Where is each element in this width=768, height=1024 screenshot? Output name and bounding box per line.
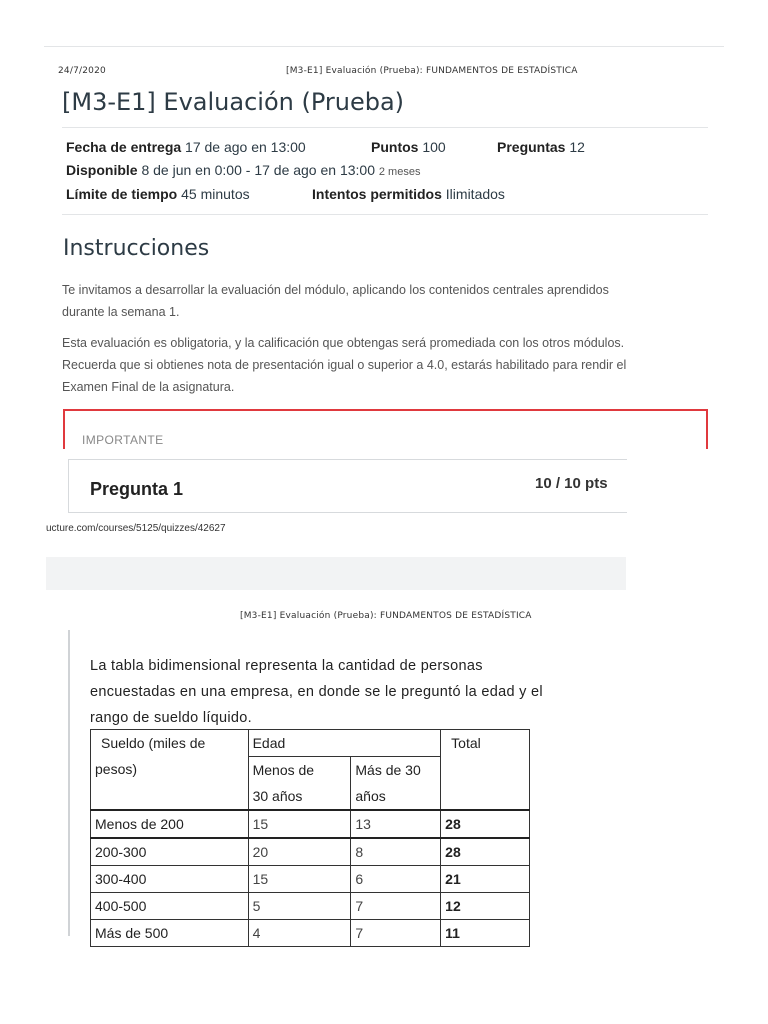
available-label: Disponible: [66, 162, 138, 178]
question-text-line2: encuestadas en una empresa, en donde se le preguntó la edad y el: [90, 684, 543, 700]
salary-age-table: [90, 729, 530, 947]
instructions-heading: Instrucciones: [63, 236, 210, 261]
header-salary-line1: Sueldo (miles de: [101, 735, 206, 751]
table-row: [91, 920, 530, 947]
instructions-p1-line2: durante la semana 1.: [62, 305, 180, 319]
cell-total: 21: [441, 866, 530, 893]
cell-over-30: 7: [351, 893, 441, 920]
cell-under-30: 20: [248, 838, 351, 866]
points-label: Puntos: [371, 139, 419, 155]
availability: [66, 162, 420, 178]
time-limit-value: 45 minutos: [181, 186, 250, 202]
meta-divider: [62, 214, 708, 215]
attempts-label: Intentos permitidos: [312, 186, 442, 202]
row-label: 200-300: [91, 838, 249, 866]
cell-under-30: 15: [248, 866, 351, 893]
due-date: [66, 139, 306, 155]
cell-under-30: 4: [248, 920, 351, 947]
due-label: Fecha de entrega: [66, 139, 182, 155]
cell-over-30: 13: [351, 810, 441, 838]
print-date: 24/7/2020: [58, 66, 106, 76]
quiz-title: [M3-E1] Evaluación (Prueba): [62, 88, 405, 116]
questions-value: 12: [569, 139, 585, 155]
cell-under-30: 15: [248, 810, 351, 838]
print-header-title-2: [M3-E1] Evaluación (Prueba): FUNDAMENTOS DE ESTADÍSTICA: [240, 611, 532, 621]
row-label: 300-400: [91, 866, 249, 893]
available-value: 8 de jun en 0:00 - 17 de ago en 13:00: [141, 162, 375, 178]
top-divider: [44, 46, 724, 47]
header-salary-line2: pesos): [95, 761, 138, 777]
title-divider: [62, 127, 708, 128]
instructions-p1-line1: Te invitamos a desarrollar la evaluación del módulo, aplicando los contenidos centrales aprendidos: [62, 283, 609, 297]
header-over-30: [351, 757, 441, 811]
header-salary: [91, 730, 249, 811]
print-header-title: [M3-E1] Evaluación (Prueba): FUNDAMENTOS DE ESTADÍSTICA: [286, 66, 578, 76]
points-value: 100: [422, 139, 446, 155]
instructions-p2-line3: Examen Final de la asignatura.: [62, 380, 235, 394]
cell-over-30: 8: [351, 838, 441, 866]
time-limit: [66, 186, 250, 202]
page-break-band: [46, 557, 626, 590]
points: [371, 139, 446, 155]
cell-total: 28: [441, 810, 530, 838]
table-row: [91, 866, 530, 893]
header-under-30-line1: Menos de: [252, 762, 315, 778]
table-header-row: [91, 730, 530, 757]
page-url: ucture.com/courses/5125/quizzes/42627: [46, 523, 226, 534]
row-label: Menos de 200: [91, 810, 249, 838]
table-row: [91, 810, 530, 838]
attempts-value: Ilimitados: [445, 186, 505, 202]
instructions-p2-line2: Recuerda que si obtienes nota de presentación igual o superior a 4.0, estarás habilitado para rendir el: [62, 358, 627, 372]
question-body-border: [68, 630, 70, 936]
cell-over-30: 6: [351, 866, 441, 893]
question-1-points: 10 / 10 pts: [535, 475, 608, 492]
cell-total: 11: [441, 920, 530, 947]
header-age: Edad: [248, 730, 441, 757]
question-text-line3: rango de sueldo líquido.: [90, 710, 252, 726]
question-text-line1: La tabla bidimensional representa la cantidad de personas: [90, 658, 483, 674]
row-label: Más de 500: [91, 920, 249, 947]
questions-label: Preguntas: [497, 139, 566, 155]
table-row: [91, 838, 530, 866]
instructions-p2-line1: Esta evaluación es obligatoria, y la calificación que obtengas será promediada con los otros módulos.: [62, 336, 625, 350]
attempts: [312, 186, 505, 202]
cell-total: 12: [441, 893, 530, 920]
cell-under-30: 5: [248, 893, 351, 920]
header-under-30-line2: 30 años: [252, 788, 303, 804]
time-limit-label: Límite de tiempo: [66, 186, 178, 202]
available-duration: 2 meses: [378, 166, 421, 178]
cell-over-30: 7: [351, 920, 441, 947]
questions: [497, 139, 585, 155]
header-total: Total: [441, 730, 530, 811]
table-row: [91, 893, 530, 920]
row-label: 400-500: [91, 893, 249, 920]
important-label: IMPORTANTE: [82, 433, 164, 447]
header-over-30-line2: años: [355, 788, 386, 804]
due-value: 17 de ago en 13:00: [185, 139, 306, 155]
question-1-title: Pregunta 1: [90, 479, 184, 499]
header-under-30: [248, 757, 351, 811]
header-over-30-line1: Más de 30: [355, 762, 421, 778]
cell-total: 28: [441, 838, 530, 866]
